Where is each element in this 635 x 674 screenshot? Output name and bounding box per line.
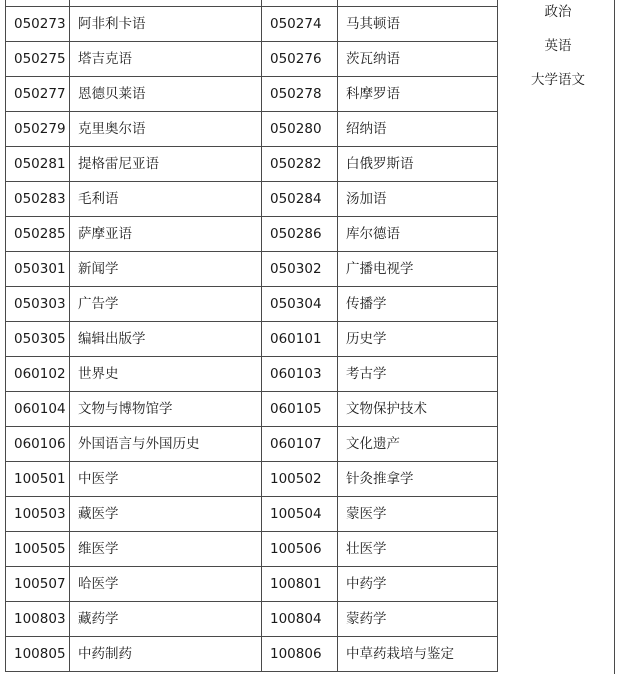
exam-subject-chinese: 大学语文 [531, 72, 585, 88]
major-name-cell: 马其顿语 [338, 7, 498, 42]
major-code-cell: 050281 [6, 147, 70, 182]
major-code-cell: 050277 [6, 77, 70, 112]
table-row [6, 497, 498, 532]
major-code-cell: 050274 [262, 7, 338, 42]
major-name-cell: 世界史 [70, 357, 262, 392]
major-name-cell: 毛利语 [70, 182, 262, 217]
table-row [6, 532, 498, 567]
exam-subjects-column [502, 0, 614, 674]
table-row [6, 182, 498, 217]
major-name-cell: 恩德贝莱语 [70, 77, 262, 112]
major-name-cell: 中医学 [70, 462, 262, 497]
major-name-cell: 阿非利卡语 [70, 7, 262, 42]
major-name-cell: 萨摩亚语 [70, 217, 262, 252]
major-code-cell: 100504 [262, 497, 338, 532]
major-code-cell: 100803 [6, 602, 70, 637]
major-name-cell: 白俄罗斯语 [338, 147, 498, 182]
exam-subject-politics: 政治 [544, 4, 572, 20]
major-code-cell: 060103 [262, 357, 338, 392]
major-name-cell: 考古学 [338, 357, 498, 392]
major-code-cell: 060105 [262, 392, 338, 427]
major-name-cell: 壮医学 [338, 532, 498, 567]
table-row [6, 602, 498, 637]
major-code-cell: 050284 [262, 182, 338, 217]
major-code-cell: 050286 [262, 217, 338, 252]
table-row [6, 427, 498, 462]
major-code-cell: 100804 [262, 602, 338, 637]
table-row [6, 357, 498, 392]
exam-subject-english: 英语 [544, 38, 572, 54]
major-name-cell: 中药学 [338, 567, 498, 602]
table-row [6, 77, 498, 112]
major-name-cell: 茨瓦纳语 [338, 42, 498, 77]
table-row [6, 462, 498, 497]
table-row [6, 42, 498, 77]
major-code-cell: 050305 [6, 322, 70, 357]
major-code-cell: 100805 [6, 637, 70, 672]
major-code-table [5, 0, 498, 672]
table-row [6, 252, 498, 287]
major-code-cell: 050303 [6, 287, 70, 322]
table-row [6, 147, 498, 182]
major-name-cell: 蒙医学 [338, 497, 498, 532]
major-code-cell: 050278 [262, 77, 338, 112]
major-code-cell: 100507 [6, 567, 70, 602]
major-name-cell: 哈医学 [70, 567, 262, 602]
table-row [6, 7, 498, 42]
major-name-cell: 文物与博物馆学 [70, 392, 262, 427]
major-name-cell: 汤加语 [338, 182, 498, 217]
table-row [6, 287, 498, 322]
major-name-cell: 编辑出版学 [70, 322, 262, 357]
major-name-cell: 绍纳语 [338, 112, 498, 147]
major-name-cell: 克里奥尔语 [70, 112, 262, 147]
major-name-cell: 针灸推拿学 [338, 462, 498, 497]
major-name-cell: 文物保护技术 [338, 392, 498, 427]
major-code-cell: 100502 [262, 462, 338, 497]
major-code-cell: 060106 [6, 427, 70, 462]
major-name-cell: 塔吉克语 [70, 42, 262, 77]
table-row [6, 637, 498, 672]
major-code-cell: 050275 [6, 42, 70, 77]
major-code-cell: 100501 [6, 462, 70, 497]
exam-subjects-list [502, 2, 614, 104]
major-code-cell: 050301 [6, 252, 70, 287]
major-code-cell: 050285 [6, 217, 70, 252]
major-name-cell: 科摩罗语 [338, 77, 498, 112]
major-code-cell: 050273 [6, 7, 70, 42]
major-name-cell: 传播学 [338, 287, 498, 322]
major-name-cell: 广播电视学 [338, 252, 498, 287]
major-code-cell: 060101 [262, 322, 338, 357]
major-name-cell: 历史学 [338, 322, 498, 357]
table-row [6, 322, 498, 357]
major-name-cell: 文化遗产 [338, 427, 498, 462]
major-code-cell: 050304 [262, 287, 338, 322]
major-code-cell: 100505 [6, 532, 70, 567]
major-code-cell: 100506 [262, 532, 338, 567]
major-name-cell: 藏药学 [70, 602, 262, 637]
major-code-cell: 100801 [262, 567, 338, 602]
major-name-cell: 蒙药学 [338, 602, 498, 637]
table-row [6, 112, 498, 147]
major-code-cell: 050276 [262, 42, 338, 77]
right-border-line [614, 0, 615, 674]
major-name-cell: 维医学 [70, 532, 262, 567]
major-name-cell: 藏医学 [70, 497, 262, 532]
table-row [6, 567, 498, 602]
major-code-cell: 050283 [6, 182, 70, 217]
major-name-cell: 广告学 [70, 287, 262, 322]
major-name-cell: 提格雷尼亚语 [70, 147, 262, 182]
major-name-cell: 中药制药 [70, 637, 262, 672]
major-code-table-body [6, 0, 498, 672]
major-name-cell: 外国语言与外国历史 [70, 427, 262, 462]
major-code-cell: 060102 [6, 357, 70, 392]
major-code-cell: 060104 [6, 392, 70, 427]
major-code-cell: 100806 [262, 637, 338, 672]
table-row [6, 392, 498, 427]
major-name-cell: 中草药栽培与鉴定 [338, 637, 498, 672]
major-code-cell: 060107 [262, 427, 338, 462]
major-code-cell: 050302 [262, 252, 338, 287]
major-code-cell: 050282 [262, 147, 338, 182]
major-code-cell: 050280 [262, 112, 338, 147]
table-row [6, 217, 498, 252]
major-name-cell: 新闻学 [70, 252, 262, 287]
major-code-cell: 100503 [6, 497, 70, 532]
major-code-cell: 050279 [6, 112, 70, 147]
major-name-cell: 库尔德语 [338, 217, 498, 252]
